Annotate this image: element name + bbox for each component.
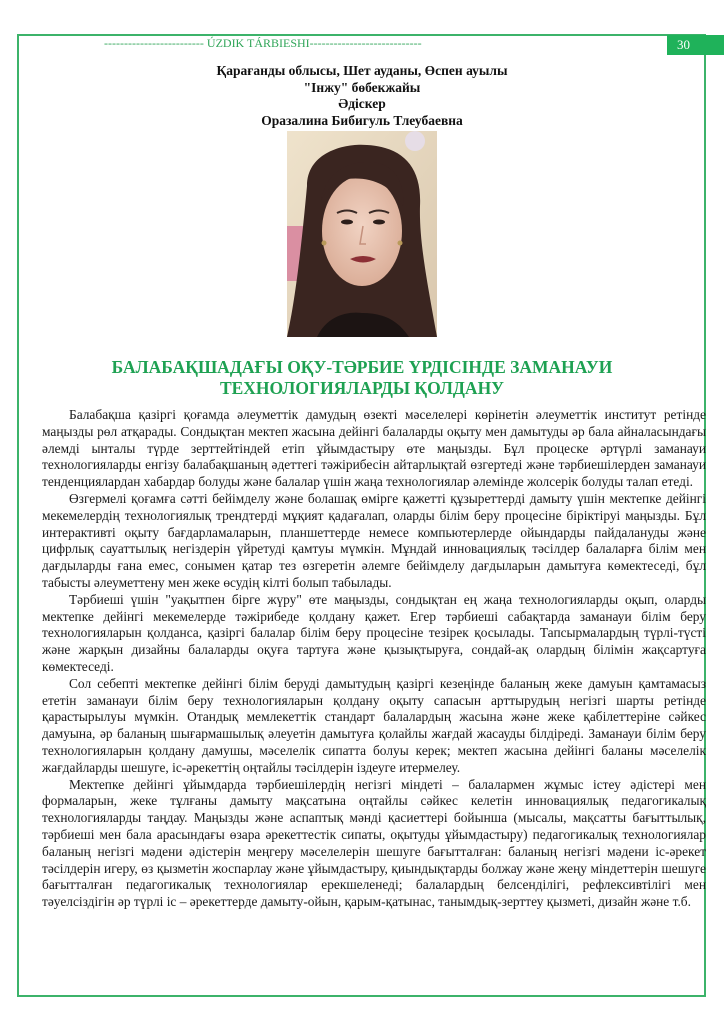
running-header: ------------------------- ÚZDIK TÁRBIESHI---------------------------- (104, 36, 422, 50)
author-name: Оразалина Бибигуль Тлеубаевна (261, 112, 463, 128)
paragraph: Мектепке дейінгі ұйымдарда тәрбиешілердің негізгі міндеті – балалармен жұмыс істеу әдістері мен формаларын, жеке тұлғаны дамыту мақсатына оңтайлы сәйкес келетін инновациялық педагогикалық технологияларды таңдау. Маңызды және аспаптық мәнді қасиеттері бойынша (мысалы, мақсатты бағыттылық, тәрбиеші мен бала арасындағы өзара әрекеттестік сипаты, оқытуды ұйымдастыру) педагогикалық технологиялар баланың негізгі мәдени әдістерін меңгеру мәселелерін шешуге бағытталған: баланың негізгі мәдени іс-әрекет тәсілдерін игеру, өз қызметін жоспарлау және ұйымдастыру, қиындықтарды болжау және жеңу міндеттерін шешуге бағытталған педагогикалық технологиялар ерекшеленеді; балалардың белсенділігі, рефлексивтілігі мен тәуелсіздігін әр түрлі іс – әрекеттерде дамыту-ойын, қарым-қатынас, танымдық-зерттеу қызметі, дизайн және т.б. (42, 776, 706, 910)
paragraph: Өзгермелі қоғамға сәтті бейімделу және болашақ өмірге қажетті құзыреттерді дамыту үшін мектепке дейінгі мекемелердің технологиялық трендтерді мұқият қадағалап, оларды білім беру процесіне біріктіруі маңызды. Бұл интерактивті оқыту бағдарламаларын, планшеттерде немесе компьютерлерде ойындарды пайдалануды және цифрлық сауаттылық негіздерін үйретуді қамтуы мүмкін. Мұндай инновациялық тәсілдер балаларға білім мен дағдыларды ғана емес, сонымен қатар тез өзгеретін әлемге бейімделу дағдыларын дамытуға көмектеседі, бұл табысты әлеуметтену мен жеке өсудің кілті болып табылады. (42, 490, 706, 590)
article-title (60, 357, 664, 399)
page-number-badge: 30 (667, 35, 724, 55)
article-body (42, 407, 706, 911)
author-location: Қарағанды облысы, Шет ауданы, Өспен ауылы (216, 63, 508, 78)
article-title-line-1: БАЛАБАҚШАДАҒЫ ОҚУ-ТӘРБИЕ ҮРДІСІНДЕ ЗАМАНАУИ (111, 357, 613, 377)
article-title-line-2: ТЕХНОЛОГИЯЛАРДЫ ҚОЛДАНУ (219, 378, 505, 398)
author-info (0, 63, 724, 129)
paragraph: Балабақша қазіргі қоғамда әлеуметтік дамудың өзекті мәселелері көрінетін әлеуметтік институт ретінде маңызды рөл атқарады. Сондықтан мектеп жасына дейінгі балаларды оқыту мен дамытуды әр бала айналасындағы әлемді ынталы түрде зерттейтіндей етіп ұйымдастыру өте маңызды. Бұл процеске әртүрлі заманауи технологияларды енгізу балабақшаның әдеттегі тәжірибесін айтарлықтай өзгертеді және тәрбиешілерден заманауи тенденциялардан хабардар болуды және балалар үшін жаңа технологиялар әлемінде жолсерік болуды талап етеді. (42, 407, 706, 490)
paragraph: Сол себепті мектепке дейінгі білім беруді дамытудың қазіргі кезеңінде баланың жеке дамуын қамтамасыз ететін заманауи білім беру технологияларын қолдану оқыту сапасын арттырудың негізгі шарты ретінде қарастырылуы мүмкін. Отандық мемлекеттік стандарт балалардың жасына және жеке қабілеттеріне сәйкес дамуына, әр баланың шығармашылық әлеуетін дамытуға қолайлы жағдай жасауды білдіреді. Заманауи білім беру технологияларын қолдану дамушы, мәселелік сипатта болуы керек; мектеп жасына дейінгі баланы мәселелік жағдайларды шешуге, іс-әрекеттің оңтайлы тәсілдерін іздеуге итермелеу. (42, 675, 706, 775)
author-photo (287, 131, 437, 337)
author-institution: "Інжу" бөбекжайы (303, 79, 421, 95)
portrait-image (287, 131, 437, 337)
author-position: Әдіскер (338, 96, 386, 111)
paragraph: Тәрбиеші үшін "уақытпен бірге жүру" өте маңызды, сондықтан ең жаңа технологияларды оқып, оларды мектепке дейінгі мекемелерде тәжірибеде қолдану қажет. Егер тәрбиеші сабақтарда заманауи білім беру технологияларын қолданса, қазіргі балалар білім беру процесіне тезірек қосылады. Тапсырмалардың түрлі-түсті және жарқын дизайны балаларды оқуға тартуға және қызықтыруға, сондай-ақ олардың білімін жақсартуға көмектеседі. (42, 591, 706, 674)
